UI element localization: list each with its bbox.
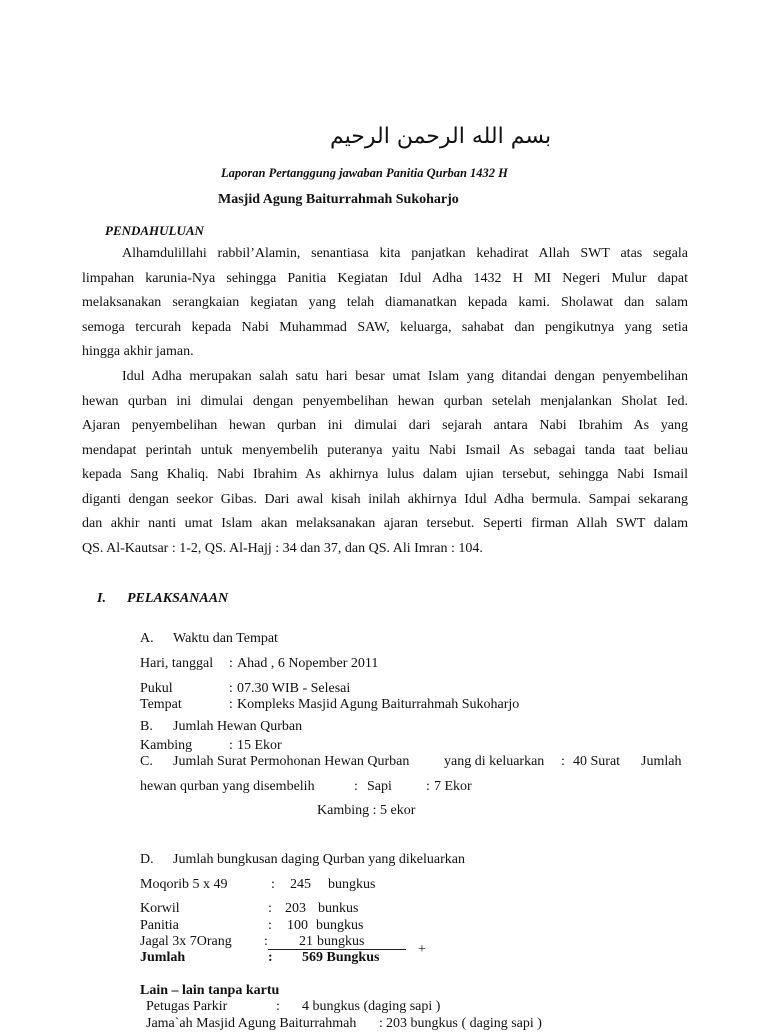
moqorib-sep: : (271, 877, 275, 892)
paragraph-line: kepada Sang Khaliq. Nabi Ibrahim As akhirnya lulus dalam ujian tersebut, sehingga Nabi Ismail (82, 467, 688, 482)
paragraph-line: mendapat perintah untuk menyembelih puteranya yaitu Nabi Ismail As sebagai tanda taat beliau (82, 442, 688, 458)
moqorib-key: Moqorib 5 x 49 (140, 877, 228, 892)
total-value: 569 Bungkus (302, 950, 380, 965)
item-c-slaughter-sep: : (354, 779, 358, 794)
tempat-sep: : (229, 697, 233, 712)
item-b-letter: B. (140, 719, 153, 734)
item-a-letter: A. (140, 631, 154, 646)
item-d-label: Jumlah bungkusan daging Qurban yang dikeluarkan (173, 852, 465, 867)
item-c-letter: C. (140, 754, 153, 769)
basmala-calligraphy: بسم الله الرحمن الرحيم (330, 124, 552, 149)
tempat-value: Kompleks Masjid Agung Baiturrahmah Sukoharjo (237, 697, 520, 712)
jagal-sep: : (264, 934, 268, 949)
jagal-key: Jagal 3x 7Orang (140, 934, 232, 949)
item-a-label: Waktu dan Tempat (173, 631, 278, 646)
panitia-unit: bungkus (316, 918, 364, 933)
plus-sign: + (418, 942, 426, 957)
kambing-sep: : (229, 738, 233, 753)
tempat-key: Tempat (140, 697, 182, 712)
paragraph-line: Ajaran penyembelihan hewan qurban ini dimulai dari sejarah antara Nabi Ibrahim As yang (82, 418, 688, 433)
item-c-sapi-label: Sapi (367, 779, 392, 794)
intro-paragraph-2 (82, 365, 688, 561)
paragraph-line: dan akhir nanti umat Islam akan melaksanakan ajaran tersebut. Seperti firman Allah SWT dalam (82, 516, 688, 531)
paragraph-line: diganti dengan seekor Gibas. Dari awal kisah inilah akhirnya Idul Adha bermula. Sampai sekarang (82, 491, 688, 507)
total-key: Jumlah (140, 950, 186, 965)
item-c-issued-value: 40 Surat (573, 754, 621, 769)
paragraph-line: hewan qurban ini dimulai dengan penyembelihan hewan qurban setelah menjalankan Sholat Ied. (82, 393, 688, 409)
section-heading: PELAKSANAAN (127, 591, 229, 606)
jamaah-value: 203 bungkus ( daging sapi ) (386, 1016, 542, 1031)
item-c-slaughter-label-a: Jumlah (641, 754, 682, 769)
panitia-sep: : (268, 918, 272, 933)
paragraph-line: Idul Adha merupakan salah satu hari besar umat Islam yang ditandai dengan penyembelihan (122, 369, 688, 384)
korwil-num: 203 (285, 901, 306, 916)
item-b-label: Jumlah Hewan Qurban (173, 719, 303, 734)
moqorib-unit: bungkus (328, 877, 376, 892)
hari-tanggal-key: Hari, tanggal (140, 656, 214, 671)
kambing-key: Kambing (140, 738, 193, 753)
item-c-slaughter-label-b: hewan qurban yang disembelih (140, 779, 315, 794)
kambing-value: 15 Ekor (237, 738, 282, 753)
jamaah-key: Jama`ah Masjid Agung Baiturrahmah (146, 1016, 357, 1031)
report-title: Laporan Pertanggung jawaban Panitia Qurban 1432 H (221, 166, 508, 180)
item-c-sapi-sep: : (426, 779, 430, 794)
intro-paragraph-1 (82, 242, 688, 365)
pukul-key: Pukul (140, 681, 173, 696)
panitia-num: 100 (287, 918, 308, 933)
moqorib-num: 245 (290, 877, 311, 892)
paragraph-line: hingga akhir jaman. (82, 344, 194, 359)
item-c-issued-label: yang di keluarkan (444, 754, 545, 769)
paragraph-line: melaksanakan serangkaian kegiatan yang telah diamanatkan kepada kami. Sholawat dan salam (82, 295, 688, 310)
others-heading: Lain – lain tanpa kartu (140, 983, 280, 998)
paragraph-line: Alhamdulillahi rabbil’Alamin, senantiasa kita panjatkan kehadirat Allah SWT atas segala (122, 246, 688, 261)
korwil-sep: : (268, 901, 272, 916)
total-sep: : (268, 950, 273, 965)
petugas-parkir-sep: : (276, 999, 280, 1014)
intro-heading: PENDAHULUAN (105, 223, 204, 238)
korwil-key: Korwil (140, 901, 180, 916)
petugas-parkir-value: 4 bungkus (daging sapi ) (302, 999, 441, 1014)
item-c-issued-sep: : (561, 754, 565, 769)
item-c-sapi-value: 7 Ekor (434, 779, 472, 794)
hari-tanggal-sep: : (229, 656, 233, 671)
jagal-num: 21 (299, 934, 313, 949)
mosque-subtitle: Masjid Agung Baiturrahmah Sukoharjo (218, 192, 459, 207)
jamaah-sep: : (379, 1016, 383, 1031)
paragraph-line: semoga tercurah kepada Nabi Muhammad SAW, keluarga, sahabat dan pengikutnya yang setia (82, 319, 688, 335)
paragraph-line: limpahan karunia-Nya sehingga Panitia Kegiatan Idul Adha 1432 H MI Negeri Mulur dapat (82, 270, 688, 286)
pukul-value: 07.30 WIB - Selesai (237, 681, 351, 696)
hari-tanggal-value: Ahad , 6 Nopember 2011 (237, 656, 379, 671)
item-c-label: Jumlah Surat Permohonan Hewan Qurban (173, 754, 410, 769)
section-number: I. (97, 591, 106, 606)
paragraph-line: QS. Al-Kautsar : 1-2, QS. Al-Hajj : 34 dan 37, dan QS. Ali Imran : 104. (82, 540, 483, 556)
jagal-unit: bungkus (317, 934, 365, 949)
pukul-sep: : (229, 681, 233, 696)
petugas-parkir-key: Petugas Parkir (146, 999, 228, 1014)
item-d-letter: D. (140, 852, 154, 867)
item-c-kambing-line: Kambing : 5 ekor (317, 803, 416, 818)
korwil-unit: bunkus (318, 901, 359, 916)
panitia-key: Panitia (140, 918, 179, 933)
